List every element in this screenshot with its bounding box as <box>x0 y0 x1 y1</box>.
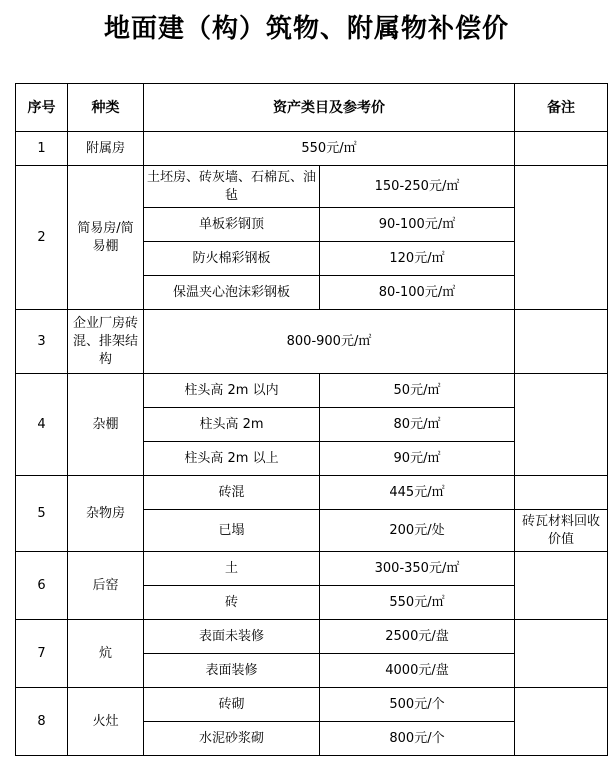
row-item: 柱头高 2m 以上 <box>144 442 320 476</box>
page-title: 地面建（构）筑物、附属物补偿价 <box>103 14 509 44</box>
row-price: 200元/处 <box>320 510 515 552</box>
row-remark <box>515 132 608 166</box>
row-item: 表面装修 <box>144 654 320 688</box>
row-remark <box>515 476 608 510</box>
row-item: 柱头高 2m 以内 <box>144 374 320 408</box>
table-row <box>16 552 608 586</box>
row-item: 防火棉彩钢板 <box>144 242 320 276</box>
row-item: 水泥砂浆砌 <box>144 722 320 756</box>
row-item: 保温夹心泡沫彩钢板 <box>144 276 320 310</box>
row-no: 6 <box>16 552 68 620</box>
row-price: 800元/个 <box>320 722 515 756</box>
row-price: 80元/㎡ <box>320 408 515 442</box>
row-remark: 砖瓦材料回收价值 <box>515 510 608 552</box>
table-row <box>16 476 608 510</box>
row-item: 单板彩钢顶 <box>144 208 320 242</box>
row-type: 杂棚 <box>68 374 144 476</box>
row-type: 企业厂房砖混、排架结构 <box>68 310 144 374</box>
row-price: 300-350元/㎡ <box>320 552 515 586</box>
row-no: 7 <box>16 620 68 688</box>
row-remark <box>515 310 608 374</box>
table-row <box>16 310 608 374</box>
row-price: 90-100元/㎡ <box>320 208 515 242</box>
header-row <box>16 84 608 132</box>
row-price: 80-100元/㎡ <box>320 276 515 310</box>
row-no: 1 <box>16 132 68 166</box>
row-price: 150-250元/㎡ <box>320 166 515 208</box>
table-row <box>16 166 608 208</box>
row-type: 附属房 <box>68 132 144 166</box>
row-remark <box>515 166 608 310</box>
row-remark <box>515 620 608 688</box>
row-price: 2500元/盘 <box>320 620 515 654</box>
row-type: 简易房/简易棚 <box>68 166 144 310</box>
row-price: 550元/㎡ <box>320 586 515 620</box>
row-no: 4 <box>16 374 68 476</box>
row-item: 砖砌 <box>144 688 320 722</box>
row-no: 5 <box>16 476 68 552</box>
row-remark <box>515 374 608 476</box>
row-remark <box>515 552 608 620</box>
row-type: 杂物房 <box>68 476 144 552</box>
table-row <box>16 374 608 408</box>
row-no: 8 <box>16 688 68 756</box>
row-type: 炕 <box>68 620 144 688</box>
row-item: 土 <box>144 552 320 586</box>
row-item: 砖 <box>144 586 320 620</box>
row-item: 土坯房、砖灰墙、石棉瓦、油毡 <box>144 166 320 208</box>
row-price: 550元/㎡ <box>144 132 515 166</box>
row-item: 砖混 <box>144 476 320 510</box>
row-no: 2 <box>16 166 68 310</box>
row-remark <box>515 688 608 756</box>
row-no: 3 <box>16 310 68 374</box>
header-item-price: 资产类目及参考价 <box>144 84 515 132</box>
header-type: 种类 <box>68 84 144 132</box>
row-price: 120元/㎡ <box>320 242 515 276</box>
row-price: 90元/㎡ <box>320 442 515 476</box>
header-no: 序号 <box>16 84 68 132</box>
row-price: 50元/㎡ <box>320 374 515 408</box>
row-price: 4000元/盘 <box>320 654 515 688</box>
header-remark: 备注 <box>515 84 608 132</box>
row-item: 已塌 <box>144 510 320 552</box>
row-type: 后窑 <box>68 552 144 620</box>
row-item: 表面未装修 <box>144 620 320 654</box>
table-row <box>16 688 608 722</box>
table-row <box>16 132 608 166</box>
row-price: 500元/个 <box>320 688 515 722</box>
row-item: 柱头高 2m <box>144 408 320 442</box>
compensation-table <box>15 83 608 756</box>
row-type: 火灶 <box>68 688 144 756</box>
table-row <box>16 620 608 654</box>
row-price: 445元/㎡ <box>320 476 515 510</box>
row-price: 800-900元/㎡ <box>144 310 515 374</box>
